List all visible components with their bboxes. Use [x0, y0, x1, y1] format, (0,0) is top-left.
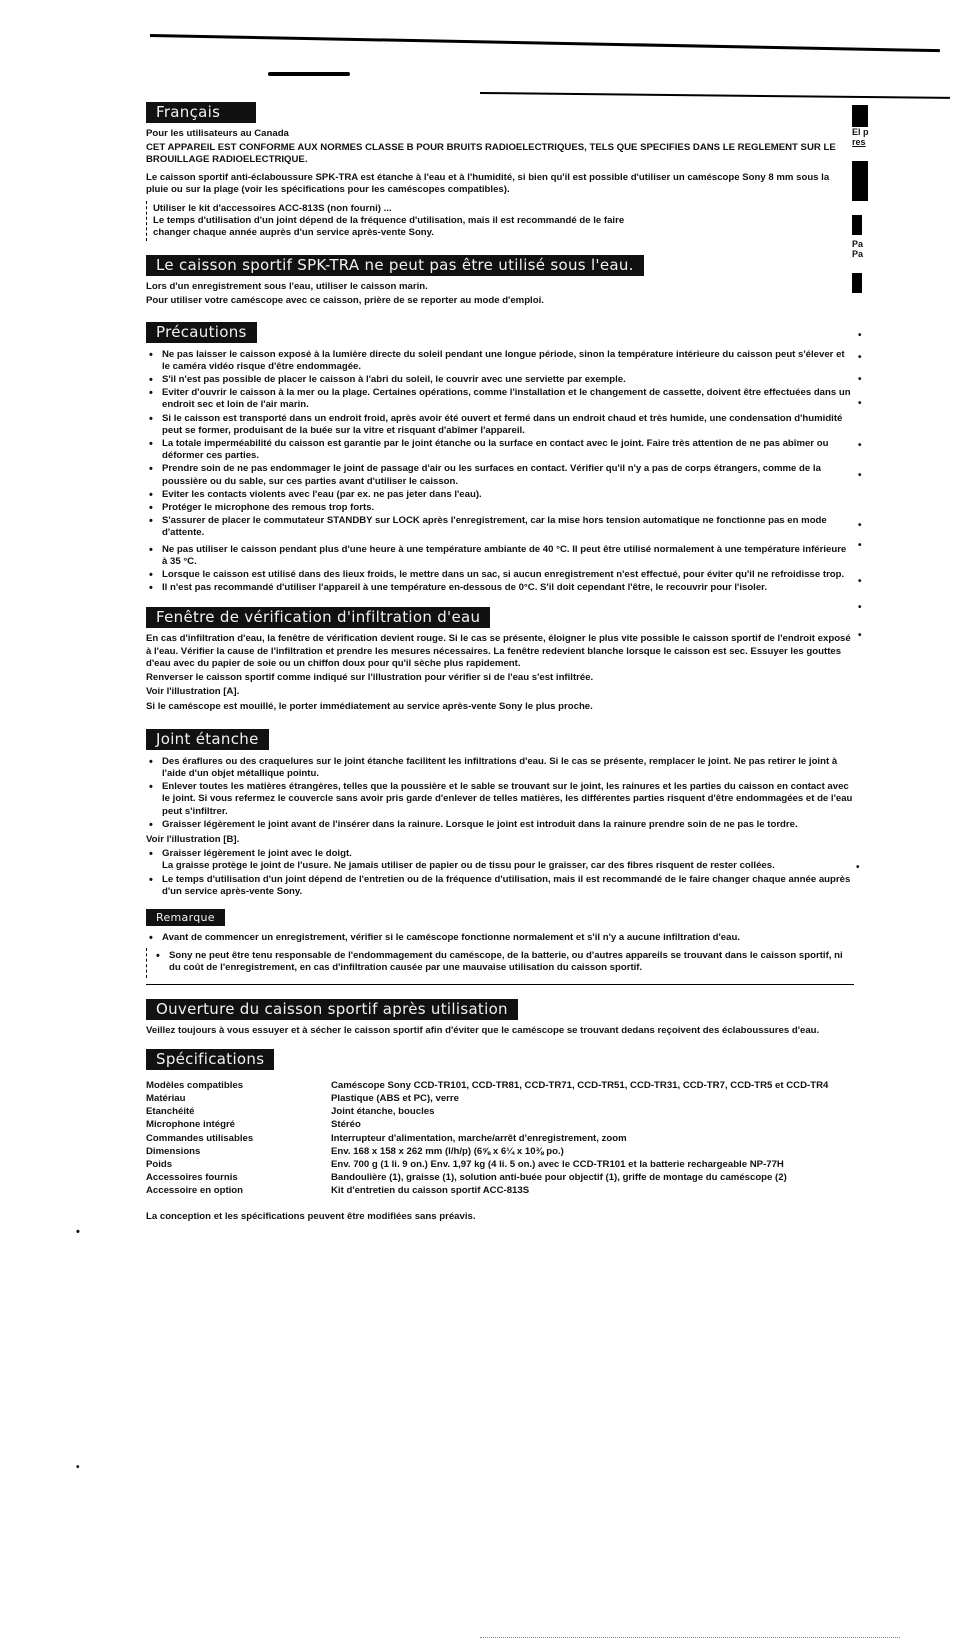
- short-rule: [268, 72, 350, 76]
- joint-see-illustration: Voir l'illustration [B].: [146, 833, 240, 845]
- adjacent-block-icon: [852, 161, 868, 201]
- section-header-underwater: Le caisson sportif SPK-TRA ne peut pas être utilisé sous l'eau.: [146, 255, 644, 276]
- list-item: • Graisser légèrement le joint avant de l'insérer dans la rainure. Lorsque le joint est introduit dans la rainure prendre soin de ne pas le tordre.: [146, 819, 854, 831]
- window-text-1: En cas d'infiltration d'eau, la fenêtre de vérification devient rouge. Si le cas se présente, éloigner le plus vite possible le caisson sportif de l'endroit exposé à l'eau. Vérifier la cause de l'infiltration et prendre les mesures nécessaires. La fenêtre redevient blanche lorsque le caisson est sec. Essuyer les gouttes d'eau avec du papier de soie ou un chiffon doux pour qu'il sèche plus rapidement.: [146, 633, 851, 669]
- list-item: • Le temps d'utilisation d'un joint dépend de l'entretien ou de la fréquence d'utilisation, mais il est recommandé de le faire changer chaque année auprès d'un service après-vente Sony.: [146, 874, 854, 898]
- spec-key: Poids: [146, 1158, 173, 1170]
- canada-notice: CET APPAREIL EST CONFORME AUX NORMES CLASSE B POUR BRUITS RADIOELECTRIQUES, TELS QUE SPECIFIES DANS LE REGLEMENT SUR LE BROUILLAGE RADIOELECTRIQUE.: [146, 142, 836, 166]
- bullet-mark: •: [858, 540, 862, 551]
- spec-key: Commandes utilisables: [146, 1132, 254, 1144]
- precautions-list: [146, 349, 854, 595]
- list-item: • S'assurer de placer le commutateur STANDBY sur LOCK après l'enregistrement, car la mise hors tension automatique ne fonctionne pas en mode d'attente.: [146, 515, 854, 539]
- intro-text: Le caisson sportif anti-éclaboussure SPK-TRA est étanche à l'eau et à l'humidité, si bien qu'il est possible d'utiliser un caméscope Sony 8 mm sous la pluie ou sur la plage (voir les spécifications pour les caméscopes compatibles).: [146, 172, 830, 196]
- section-header-remarque: Remarque: [146, 909, 225, 926]
- list-item: • Ne pas laisser le caisson exposé à la lumière directe du soleil pendant une longue période, sinon la température intérieure du caisson peut s'élever et le caméra vidéo risque d'être endommagée.: [146, 349, 854, 373]
- spec-key: Accessoire en option: [146, 1185, 244, 1197]
- spec-value: Kit d'entretien du caisson sportif ACC-813S: [331, 1185, 530, 1197]
- adjacent-label-4: Pa: [852, 249, 864, 259]
- spec-key: Etanchéité: [146, 1106, 195, 1118]
- section-header-window: Fenêtre de vérification d'infiltration d'eau: [146, 607, 490, 628]
- bullet-mark: •: [856, 862, 860, 873]
- spec-key: Matériau: [146, 1092, 186, 1104]
- accessory-notice-box: [146, 201, 854, 242]
- box-line-2: Le temps d'utilisation d'un joint dépend de la fréquence d'utilisation, mais il est recommandé de le faire: [153, 214, 625, 226]
- bullet-mark: •: [858, 398, 862, 409]
- bullet-mark: •: [858, 520, 862, 531]
- separator-line: [146, 984, 854, 985]
- bullet-mark: •: [858, 602, 862, 613]
- margin-dot: •: [76, 1226, 80, 1238]
- list-item: [146, 848, 854, 872]
- adjacent-block-icon: [852, 273, 862, 293]
- list-item: • Eviter les contacts violents avec l'eau (par ex. ne pas jeter dans l'eau).: [146, 489, 854, 501]
- section-header-ouverture: Ouverture du caisson sportif après utilisation: [146, 999, 518, 1020]
- list-item: • Lorsque le caisson est utilisé dans des lieux froids, le mettre dans un sac, si aucun enregistrement n'est effectué, pour éviter qu'il ne refroidisse trop.: [146, 569, 854, 581]
- bullet-mark: •: [858, 374, 862, 385]
- section-header-francais: Français: [146, 102, 256, 123]
- top-rule: [150, 34, 940, 52]
- spec-value: Env. 168 x 158 x 262 mm (l/h/p) (6⅝ x 6¼ x 10⅜ po.): [331, 1145, 564, 1157]
- spec-value: Bandoulière (1), graisse (1), solution anti-buée pour objectif (1), griffe de montage du caméscope (2): [331, 1172, 787, 1184]
- canada-heading: Pour les utilisateurs au Canada: [146, 128, 289, 139]
- bullet-mark: •: [858, 576, 862, 587]
- list-item: • La totale imperméabilité du caisson est garantie par le joint étanche ou la surface en contact avec le joint. Faire très attention de ne pas abîmer ou déformer ces parties.: [146, 438, 854, 462]
- spec-value: Stéréo: [331, 1119, 361, 1131]
- joint-list: [146, 756, 854, 831]
- section-header-specs: Spécifications: [146, 1049, 274, 1070]
- bullet-mark: •: [858, 440, 862, 451]
- list-item: • Des éraflures ou des craquelures sur le joint étanche facilitent les infiltrations d'eau. Si le cas se présente, remplacer le joint. Ne pas retirer le joint à l'aide d'un objet métallique pointu.: [146, 756, 854, 780]
- specs-table: [146, 1080, 854, 1199]
- window-text-2: Renverser le caisson sportif comme indiqué sur l'illustration pour vérifier si de l'eau s'est infiltrée.: [146, 672, 594, 684]
- spec-value: Caméscope Sony CCD-TR101, CCD-TR81, CCD-TR71, CCD-TR51, CCD-TR31, CCD-TR7, CCD-TR5 et CCD-TR4: [331, 1079, 829, 1091]
- main-content: [146, 94, 854, 1225]
- remarque-box-list: [153, 950, 848, 974]
- joint-list-2: [146, 848, 854, 898]
- list-item: • S'il n'est pas possible de placer le caisson à l'abri du soleil, le couvrir avec une serviette par exemple.: [146, 374, 854, 386]
- spec-key: Dimensions: [146, 1145, 201, 1157]
- section-header-precautions: Précautions: [146, 322, 257, 343]
- language-tab-icon: [852, 105, 868, 127]
- list-item: • Ne pas utiliser le caisson pendant plus d'une heure à une température ambiante de 40 °C. Il peut être utilisé normalement à une température inférieure à 35 °C.: [146, 544, 854, 568]
- adjacent-label-3: Pa: [852, 239, 864, 249]
- spec-value: Joint étanche, boucles: [331, 1106, 435, 1118]
- spec-value: Interrupteur d'alimentation, marche/arrêt d'enregistrement, zoom: [331, 1132, 627, 1144]
- remarque-list: [146, 932, 854, 944]
- window-see-illustration: Voir l'illustration [A].: [146, 686, 240, 698]
- underwater-line-2: Pour utiliser votre caméscope avec ce caisson, prière de se reporter au mode d'emploi.: [146, 295, 544, 307]
- bullet-mark: •: [858, 330, 862, 341]
- adjacent-label-2: res: [852, 137, 866, 147]
- margin-dot: •: [76, 1462, 80, 1473]
- spec-key: Modèles compatibles: [146, 1079, 244, 1091]
- spec-value: Plastique (ABS et PC), verre: [331, 1092, 459, 1104]
- spec-value: Env. 700 g (1 li. 9 on.) Env. 1,97 kg (4 li. 5 on.) avec le CCD-TR101 et la batterie rechargeable NP-77H: [331, 1158, 784, 1170]
- grease-item: Graisser légèrement le joint avec le doigt.: [162, 848, 352, 860]
- section-header-joint: Joint étanche: [146, 729, 269, 750]
- spec-key: Accessoires fournis: [146, 1172, 238, 1184]
- remarque-box: [146, 948, 854, 977]
- adjacent-label-1: El p: [852, 127, 869, 137]
- list-item: • Eviter d'ouvrir le caisson à la mer ou la plage. Certaines opérations, comme l'installation et le changement de cassette, doivent être effectuées dans un endroit sec et loin de l'air marin.: [146, 387, 854, 411]
- grease-sub-text: La graisse protège le joint de l'usure. Ne jamais utiliser de papier ou de tissu pour le graisser, car des fibres risquent de rester collées.: [162, 860, 775, 872]
- bullet-mark: •: [858, 470, 862, 481]
- list-item: • Enlever toutes les matières étrangères, telles que la poussière et le sable se trouvant sur le joint, les rainures et les parties du caisson en contact avec le joint. Si vous refermez le couvercle sans avoir pris garde d'enlever de telles matières, les différentes parties risquent d'être endommagées et de l'eau peut s'infiltrer.: [146, 781, 854, 818]
- adjacent-block-icon: [852, 215, 862, 235]
- list-item: • Sony ne peut être tenu responsable de l'endommagement du caméscope, de la batterie, ou d'autres appareils se trouvant dans le caisson sportif, ni du coût de l'enregistrement, en cas d'infiltration causée par une mauvaise utilisation du caisson sportif.: [153, 950, 848, 974]
- bullet-mark: •: [858, 352, 862, 363]
- underwater-line-1: Lors d'un enregistrement sous l'eau, utiliser le caisson marin.: [146, 281, 428, 293]
- spec-key: Microphone intégré: [146, 1119, 236, 1131]
- bottom-rule: [480, 1637, 900, 1639]
- box-line-1: Utiliser le kit d'accessoires ACC-813S (non fourni) ...: [153, 202, 392, 214]
- list-item: • Prendre soin de ne pas endommager le joint de passage d'air ou les surfaces en contact. Vérifier qu'il n'y a pas de corps étrangers, comme de la poussière ou du sable, sur ces parties avant d'utiliser le caisson.: [146, 463, 854, 487]
- list-item: • Si le caisson est transporté dans un endroit froid, après avoir été ouvert et fermé dans un endroit chaud et très humide, une condensation d'humidité peut se former, produisant de la buée sur la vitre et risquant d'abîmer l'appareil.: [146, 413, 854, 437]
- window-text-3: Si le caméscope est mouillé, le porter immédiatement au service après-vente Sony le plus proche.: [146, 700, 593, 712]
- list-item: • Protéger le microphone des remous trop forts.: [146, 502, 854, 514]
- ouverture-text: Veillez toujours à vous essuyer et à sécher le caisson sportif afin d'éviter que le caméscope se trouvant dedans reçoivent des éclaboussures d'eau.: [146, 1024, 820, 1036]
- list-item: • Il n'est pas recommandé d'utiliser l'appareil à une température en-dessous de 0°C. S'il doit cependant l'être, le recouvrir pour l'isoler.: [146, 582, 854, 594]
- box-line-3: changer chaque année auprès d'un service après-vente Sony.: [153, 227, 434, 239]
- bullet-mark: •: [858, 630, 862, 641]
- specs-footer: La conception et les spécifications peuvent être modifiées sans préavis.: [146, 1210, 476, 1222]
- adjacent-page-column: [852, 95, 902, 293]
- list-item: • Avant de commencer un enregistrement, vérifier si le caméscope fonctionne normalement et s'il n'y a aucune infiltration d'eau.: [146, 932, 854, 944]
